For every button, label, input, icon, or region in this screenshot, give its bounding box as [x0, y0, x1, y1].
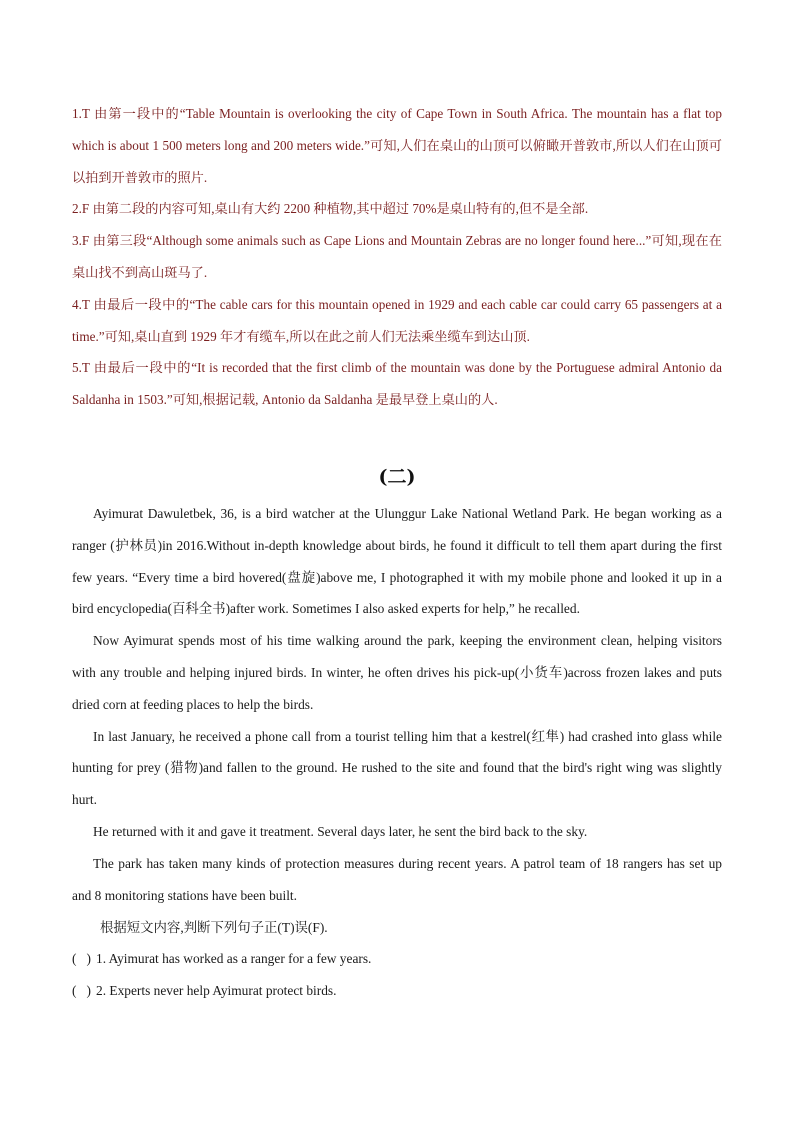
reading-passage — [72, 498, 722, 911]
passage-paragraph: In last January, he received a phone call from a tourist telling him that a kestrel(红隼) had crashed into glass while hunting for prey (猎物)and fallen to the ground. He rushed to the site and found that the bird's right wing was slightly hurt. — [72, 728, 722, 808]
question-list — [72, 943, 722, 1007]
answer-key — [72, 98, 722, 416]
answer-blank[interactable]: ( ) — [72, 951, 91, 966]
passage-paragraph: He returned with it and gave it treatment. Several days later, he sent the bird back to the sky. — [93, 823, 588, 839]
passage-paragraph: Now Ayimurat spends most of his time walking around the park, keeping the environment clean, helping visitors with any trouble and helping injured birds. In winter, he often drives his pick-up(小货车)across frozen lakes and puts dried corn at feeding places to help the birds. — [72, 633, 722, 712]
answer-item: 2.F 由第二段的内容可知,桌山有大约 2200 种植物,其中超过 70%是桌山特有的,但不是全部. — [72, 201, 589, 217]
section-title: (二) — [378, 466, 416, 488]
question-item — [72, 975, 722, 1007]
passage-paragraph: Ayimurat Dawuletbek, 36, is a bird watcher at the Ulunggur Lake National Wetland Park. He began working as a ranger (护林员)in 2016.Without in-depth knowledge about birds, he found it difficult to tell them apart during the first few years. “Every time a bird hovered(盘旋)above me, I photographed it with my mobile phone and looked it up in a bird encyclopedia(百科全书)after work. Sometimes I also asked experts for help,” he recalled. — [72, 506, 722, 617]
exercise-instruction: 根据短文内容,判断下列句子正(T)误(F). — [100, 920, 328, 935]
question-text: 1. Ayimurat has worked as a ranger for a few years. — [96, 951, 372, 966]
answer-item: 5.T 由最后一段中的“It is recorded that the first climb of the mountain was done by the Portuguese admiral Antonio da Saldanha in 1503.”可知,根据记载, Antonio da Saldanha 是最早登上桌山的人. — [72, 360, 722, 408]
answer-item: 4.T 由最后一段中的“The cable cars for this mountain opened in 1929 and each cable car could carry 65 passengers at a time.”可知,桌山直到 1929 年才有缆车,所以在此之前人们无法乘坐缆车到达山顶. — [72, 296, 722, 344]
answer-item: 3.F 由第三段“Although some animals such as Cape Lions and Mountain Zebras are no longer found here...”可知,现在在桌山找不到高山斑马了. — [72, 233, 722, 280]
answer-item: 1.T 由第一段中的“Table Mountain is overlooking the city of Cape Town in South Africa. The mountain has a flat top which is about 1 500 meters long and 200 meters wide.”可知,人们在桌山的山顶可以俯瞰开普敦市,所以人们在山顶可以拍到开普敦市的照片. — [72, 106, 722, 185]
passage-paragraph: The park has taken many kinds of protection measures during recent years. A patrol team of 18 rangers has set up and 8 monitoring stations have been built. — [72, 855, 722, 903]
question-text: 2. Experts never help Ayimurat protect birds. — [96, 983, 337, 998]
question-item — [72, 943, 722, 975]
answer-blank[interactable]: ( ) — [72, 983, 91, 998]
